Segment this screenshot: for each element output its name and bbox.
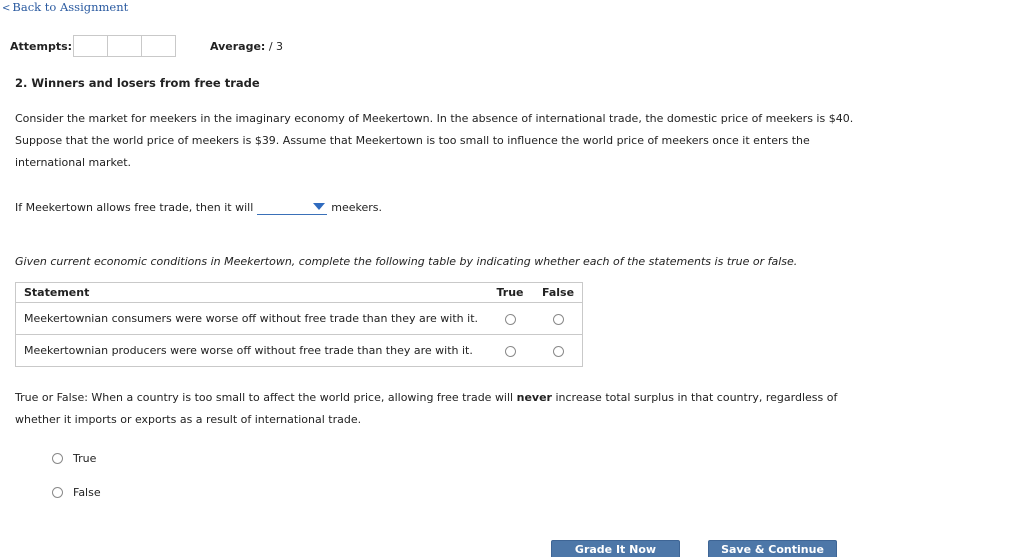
statement-header: Statement	[16, 283, 487, 303]
back-to-assignment-link[interactable]	[2, 0, 128, 14]
option-true-label: True	[73, 452, 97, 465]
statement-producers: Meekertownian producers were worse off without free trade than they are with it.	[16, 335, 487, 367]
producers-true-radio[interactable]	[505, 346, 516, 357]
save-and-continue-button[interactable]: Save & Continue	[708, 540, 837, 557]
attempt-box	[73, 35, 108, 57]
true-false-question	[15, 387, 855, 431]
statement-consumers: Meekertownian consumers were worse off without free trade than they are with it.	[16, 303, 487, 335]
tf-emphasis: never	[516, 391, 552, 404]
statement-table	[15, 282, 583, 367]
chevron-left-icon: <	[2, 3, 11, 14]
consumers-true-radio[interactable]	[505, 314, 516, 325]
option-true[interactable]	[52, 452, 96, 465]
false-header: False	[534, 283, 583, 303]
grade-it-now-button[interactable]: Grade It Now	[551, 540, 680, 557]
trade-action-dropdown[interactable]	[257, 200, 327, 215]
attempt-box	[107, 35, 142, 57]
option-false[interactable]	[52, 486, 101, 499]
average-display	[210, 40, 283, 53]
option-true-radio[interactable]	[52, 453, 63, 464]
question-intro: Consider the market for meekers in the imaginary economy of Meekertown. In the absence of international trade, the domestic price of meekers is $40. Suppose that the world price of meekers is $39. Assume that Meekertown is too small to influence the world price of meekers once it enters the international market.	[15, 112, 854, 169]
table-row	[16, 335, 583, 367]
option-false-label: False	[73, 486, 101, 499]
consumers-false-radio[interactable]	[553, 314, 564, 325]
fill-prefix: If Meekertown allows free trade, then it will	[15, 201, 254, 214]
caret-down-icon	[313, 203, 325, 210]
table-instructions: Given current economic conditions in Meekertown, complete the following table by indicating whether each of the statements is true or false.	[15, 255, 798, 268]
attempt-box	[141, 35, 176, 57]
option-false-radio[interactable]	[52, 487, 63, 498]
fill-suffix: meekers.	[331, 201, 383, 214]
attempts-row	[10, 34, 175, 58]
tf-prefix: True or False: When a country is too small to affect the world price, allowing free trade will	[15, 391, 517, 404]
attempt-boxes	[73, 35, 175, 57]
tf-suffix: increase total surplus in that country, regardless of whether it imports or exports as a result of international trade.	[15, 391, 838, 426]
back-link-label: Back to Assignment	[12, 0, 129, 14]
fill-in-row	[15, 200, 382, 215]
producers-false-radio[interactable]	[553, 346, 564, 357]
average-value: / 3	[268, 40, 284, 53]
average-label: Average:	[210, 40, 266, 53]
true-header: True	[486, 283, 534, 303]
table-row	[16, 303, 583, 335]
attempts-label: Attempts:	[10, 39, 73, 53]
table-header-row	[16, 283, 583, 303]
question-title: 2. Winners and losers from free trade	[15, 76, 260, 90]
